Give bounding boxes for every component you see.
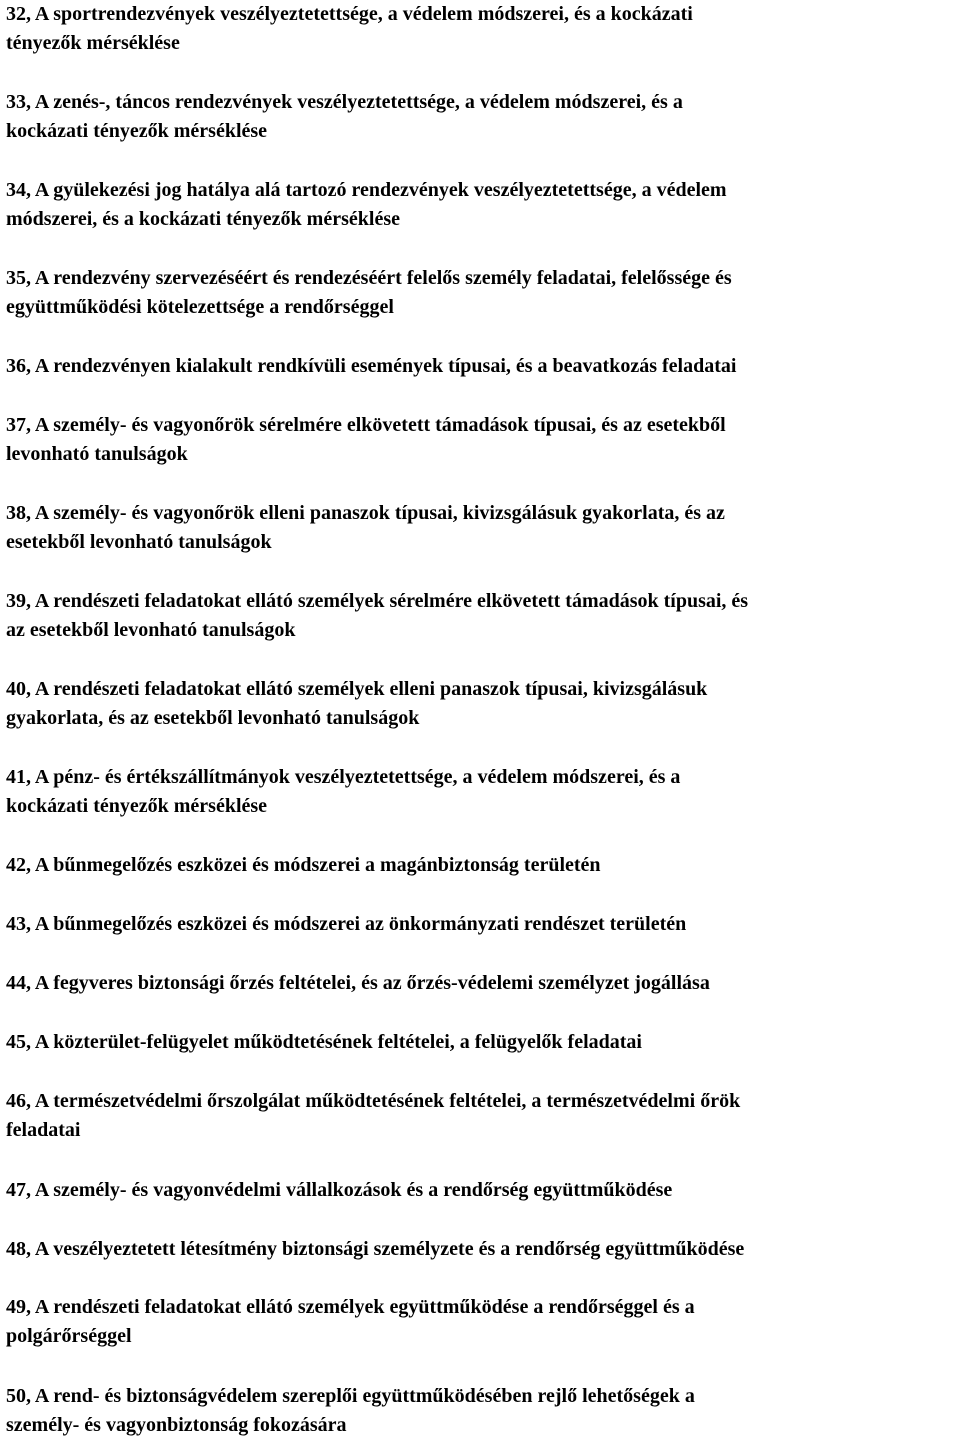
topic-line: személy- és vagyonbiztonság fokozására	[6, 1414, 347, 1436]
topic-line: 36, A rendezvényen kialakult rendkívüli események típusai, és a beavatkozás feladatai	[6, 355, 737, 377]
topic-line: az esetekből levonható tanulságok	[6, 619, 296, 641]
topic-line: 48, A veszélyeztetett létesítmény biztonsági személyzete és a rendőrség együttműködése	[6, 1238, 745, 1260]
topic-line: tényezők mérséklése	[6, 32, 180, 54]
topic-item	[6, 264, 958, 322]
topic-line: 40, A rendészeti feladatokat ellátó személyek elleni panaszok típusai, kivizsgálásuk	[6, 678, 708, 700]
topic-item	[6, 675, 958, 733]
topic-line: 41, A pénz- és értékszállítmányok veszélyeztetettsége, a védelem módszerei, és a	[6, 766, 681, 788]
topic-line: módszerei, és a kockázati tényezők mérséklése	[6, 208, 400, 230]
topic-line: 32, A sportrendezvények veszélyeztetettsége, a védelem módszerei, és a kockázati	[6, 3, 693, 25]
topic-line: 44, A fegyveres biztonsági őrzés feltételei, és az őrzés-védelemi személyzet jogállása	[6, 972, 710, 994]
topic-item	[6, 88, 958, 146]
topic-line: 47, A személy- és vagyonvédelmi vállalkozások és a rendőrség együttműködése	[6, 1179, 673, 1201]
topic-item	[6, 352, 958, 381]
topic-item	[6, 499, 958, 557]
topic-item	[6, 910, 958, 939]
topic-line: 34, A gyülekezési jog hatálya alá tartozó rendezvények veszélyeztetettsége, a védelem	[6, 179, 727, 201]
topic-line: 39, A rendészeti feladatokat ellátó személyek sérelmére elkövetett támadások típusai, és	[6, 590, 749, 612]
topic-line: kockázati tényezők mérséklése	[6, 120, 268, 142]
topic-line: feladatai	[6, 1119, 81, 1141]
topic-item	[6, 176, 958, 234]
topic-item	[6, 969, 958, 998]
topic-line: 35, A rendezvény szervezéséért és rendezéséért felelős személy feladatai, felelőssége és	[6, 267, 732, 289]
topic-line: 37, A személy- és vagyonőrök sérelmére elkövetett támadások típusai, és az esetekből	[6, 414, 726, 436]
topic-line: 42, A bűnmegelőzés eszközei és módszerei a magánbiztonság területén	[6, 854, 601, 876]
topic-item	[6, 851, 958, 880]
topic-item	[6, 1235, 958, 1264]
topic-line: 33, A zenés-, táncos rendezvények veszélyeztetettsége, a védelem módszerei, és a	[6, 91, 683, 113]
topic-item	[6, 1087, 958, 1145]
topic-item	[6, 0, 958, 58]
topic-item	[6, 763, 958, 821]
topic-item	[6, 411, 958, 469]
topic-line: 45, A közterület-felügyelet működtetésének feltételei, a felügyelők feladatai	[6, 1031, 642, 1053]
topic-item	[6, 1028, 958, 1057]
topic-line: kockázati tényezők mérséklése	[6, 795, 268, 817]
topic-line: 49, A rendészeti feladatokat ellátó személyek együttműködése a rendőrséggel és a	[6, 1296, 695, 1318]
topic-item	[6, 1176, 958, 1205]
topic-line: esetekből levonható tanulságok	[6, 531, 272, 553]
topic-item	[6, 587, 958, 645]
topic-line: 50, A rend- és biztonságvédelem szereplői együttműködésében rejlő lehetőségek a	[6, 1385, 695, 1407]
topic-line: polgárőrséggel	[6, 1325, 132, 1347]
topic-line: együttműködési kötelezettsége a rendőrséggel	[6, 296, 394, 318]
topic-line: 46, A természetvédelmi őrszolgálat működtetésének feltételei, a természetvédelmi őrök	[6, 1090, 741, 1112]
topic-line: 38, A személy- és vagyonőrök elleni panaszok típusai, kivizsgálásuk gyakorlata, és az	[6, 502, 725, 524]
topic-line: 43, A bűnmegelőzés eszközei és módszerei az önkormányzati rendészet területén	[6, 913, 687, 935]
topic-item	[6, 1293, 958, 1351]
topic-line: levonható tanulságok	[6, 443, 188, 465]
topic-item	[6, 1382, 958, 1440]
topic-line: gyakorlata, és az esetekből levonható tanulságok	[6, 707, 420, 729]
